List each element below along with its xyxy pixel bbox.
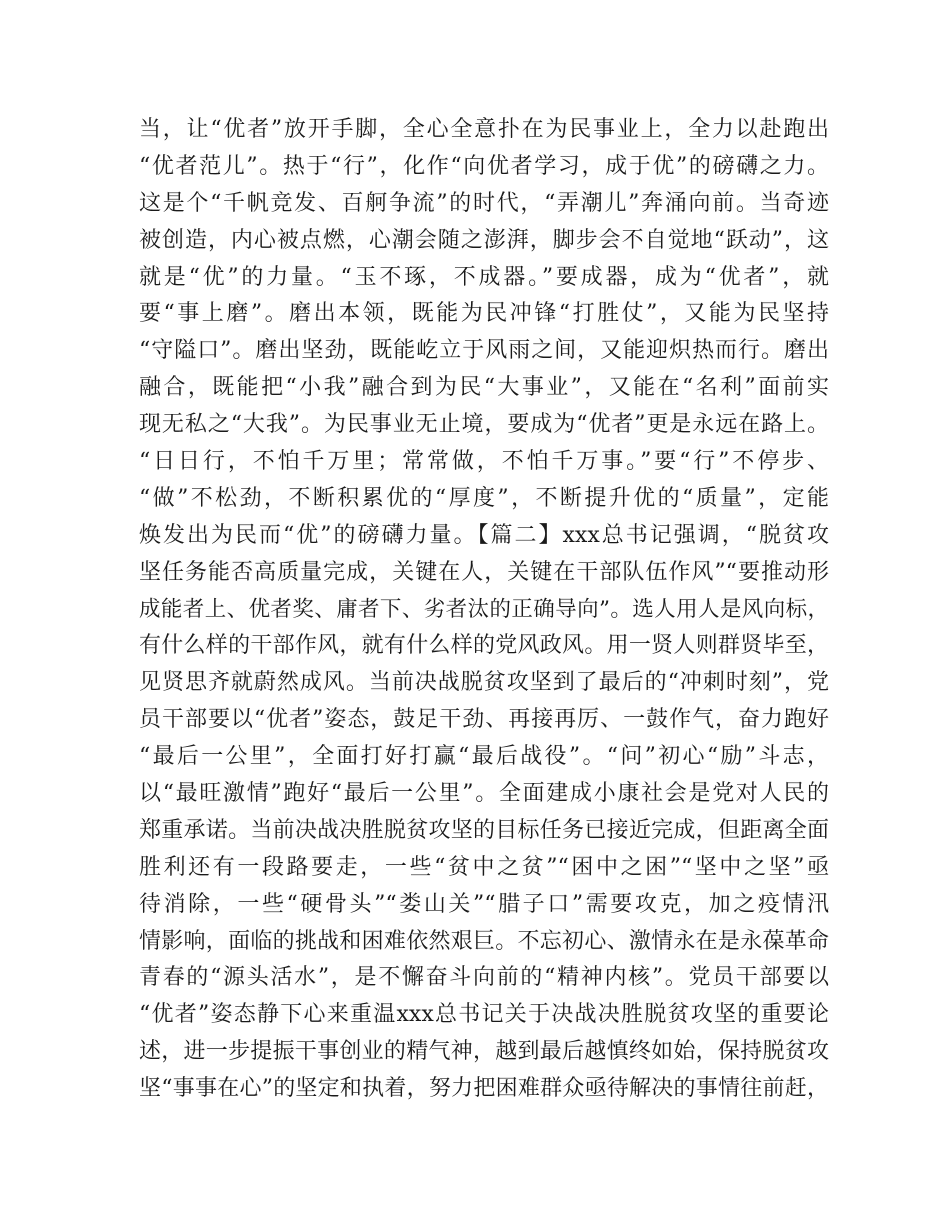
text-line: 现无私之“大我”。为民事业无止境，要成为“优者”更是永远在路上。: [139, 412, 829, 438]
text-line: “最后一公里”，全面打好打赢“最后战役”。“问”初心“励”斗志，: [139, 744, 829, 770]
text-line: 焕发出为民而“优”的磅礴力量。【篇二】xxx总书记强调，“脱贫攻: [139, 522, 829, 548]
text-line: “守隘口”。磨出坚劲，既能屹立于风雨之间，又能迎炽热而行。磨出: [139, 338, 829, 364]
text-line: 郑重承诺。当前决战决胜脱贫攻坚的目标任务已接近完成，但距离全面: [139, 817, 829, 843]
body-text: [139, 112, 829, 1108]
text-line: “优者范儿”。热于“行”，化作“向优者学习，成于优”的磅礴之力。: [139, 153, 829, 179]
text-line: 有什么样的干部作风，就有什么样的党风政风。用一贤人则群贤毕至，: [139, 633, 829, 659]
text-line: 融合，既能把“小我”融合到为民“大事业”，又能在“名利”面前实: [139, 375, 829, 401]
text-line: 胜利还有一段路要走，一些“贫中之贫”“困中之困”“坚中之坚”亟: [139, 854, 829, 880]
text-line: “日日行，不怕千万里；常常做，不怕千万事。”要“行”不停步、: [139, 449, 829, 475]
text-line: 坚任务能否高质量完成，关键在人，关键在干部队伍作风”“要推动形: [139, 559, 829, 585]
text-line: 以“最旺激情”跑好“最后一公里”。全面建成小康社会是党对人民的: [139, 781, 829, 807]
text-line: 员干部要以“优者”姿态，鼓足干劲、再接再厉、一鼓作气，奋力跑好: [139, 707, 829, 733]
text-line: 述，进一步提振干事创业的精气神，越到最后越慎终如始，保持脱贫攻: [139, 1039, 829, 1065]
text-line: 这是个“千帆竞发、百舸争流”的时代，“弄潮儿”奔涌向前。当奇迹: [139, 190, 829, 216]
text-line: 待消除，一些“硬骨头”“娄山关”“腊子口”需要攻克，加之疫情汛: [139, 891, 829, 917]
text-line: 坚“事事在心”的坚定和执着，努力把困难群众亟待解决的事情往前赶，: [139, 1076, 829, 1102]
text-line: 要“事上磨”。磨出本领，既能为民冲锋“打胜仗”，又能为民坚持: [139, 301, 829, 327]
text-line: 青春的“源头活水”，是不懈奋斗向前的“精神内核”。党员干部要以: [139, 965, 829, 991]
text-line: 成能者上、优者奖、庸者下、劣者汰的正确导向”。选人用人是风向标，: [139, 596, 829, 622]
text-line: 见贤思齐就蔚然成风。当前决战脱贫攻坚到了最后的“冲刺时刻”，党: [139, 670, 829, 696]
text-line: “优者”姿态静下心来重温xxx总书记关于决战决胜脱贫攻坚的重要论: [139, 1002, 829, 1028]
text-line: “做”不松劲，不断积累优的“厚度”，不断提升优的“质量”，定能: [139, 485, 829, 511]
text-line: 情影响，面临的挑战和困难依然艰巨。不忘初心、激情永在是永葆革命: [139, 928, 829, 954]
text-line: 就是“优”的力量。“玉不琢，不成器。”要成器，成为“优者”，就: [139, 264, 829, 290]
text-line: 当，让“优者”放开手脚，全心全意扑在为民事业上，全力以赴跑出: [139, 117, 829, 142]
text-line: 被创造，内心被点燃，心潮会随之澎湃，脚步会不自觉地“跃动”，这: [139, 227, 829, 253]
